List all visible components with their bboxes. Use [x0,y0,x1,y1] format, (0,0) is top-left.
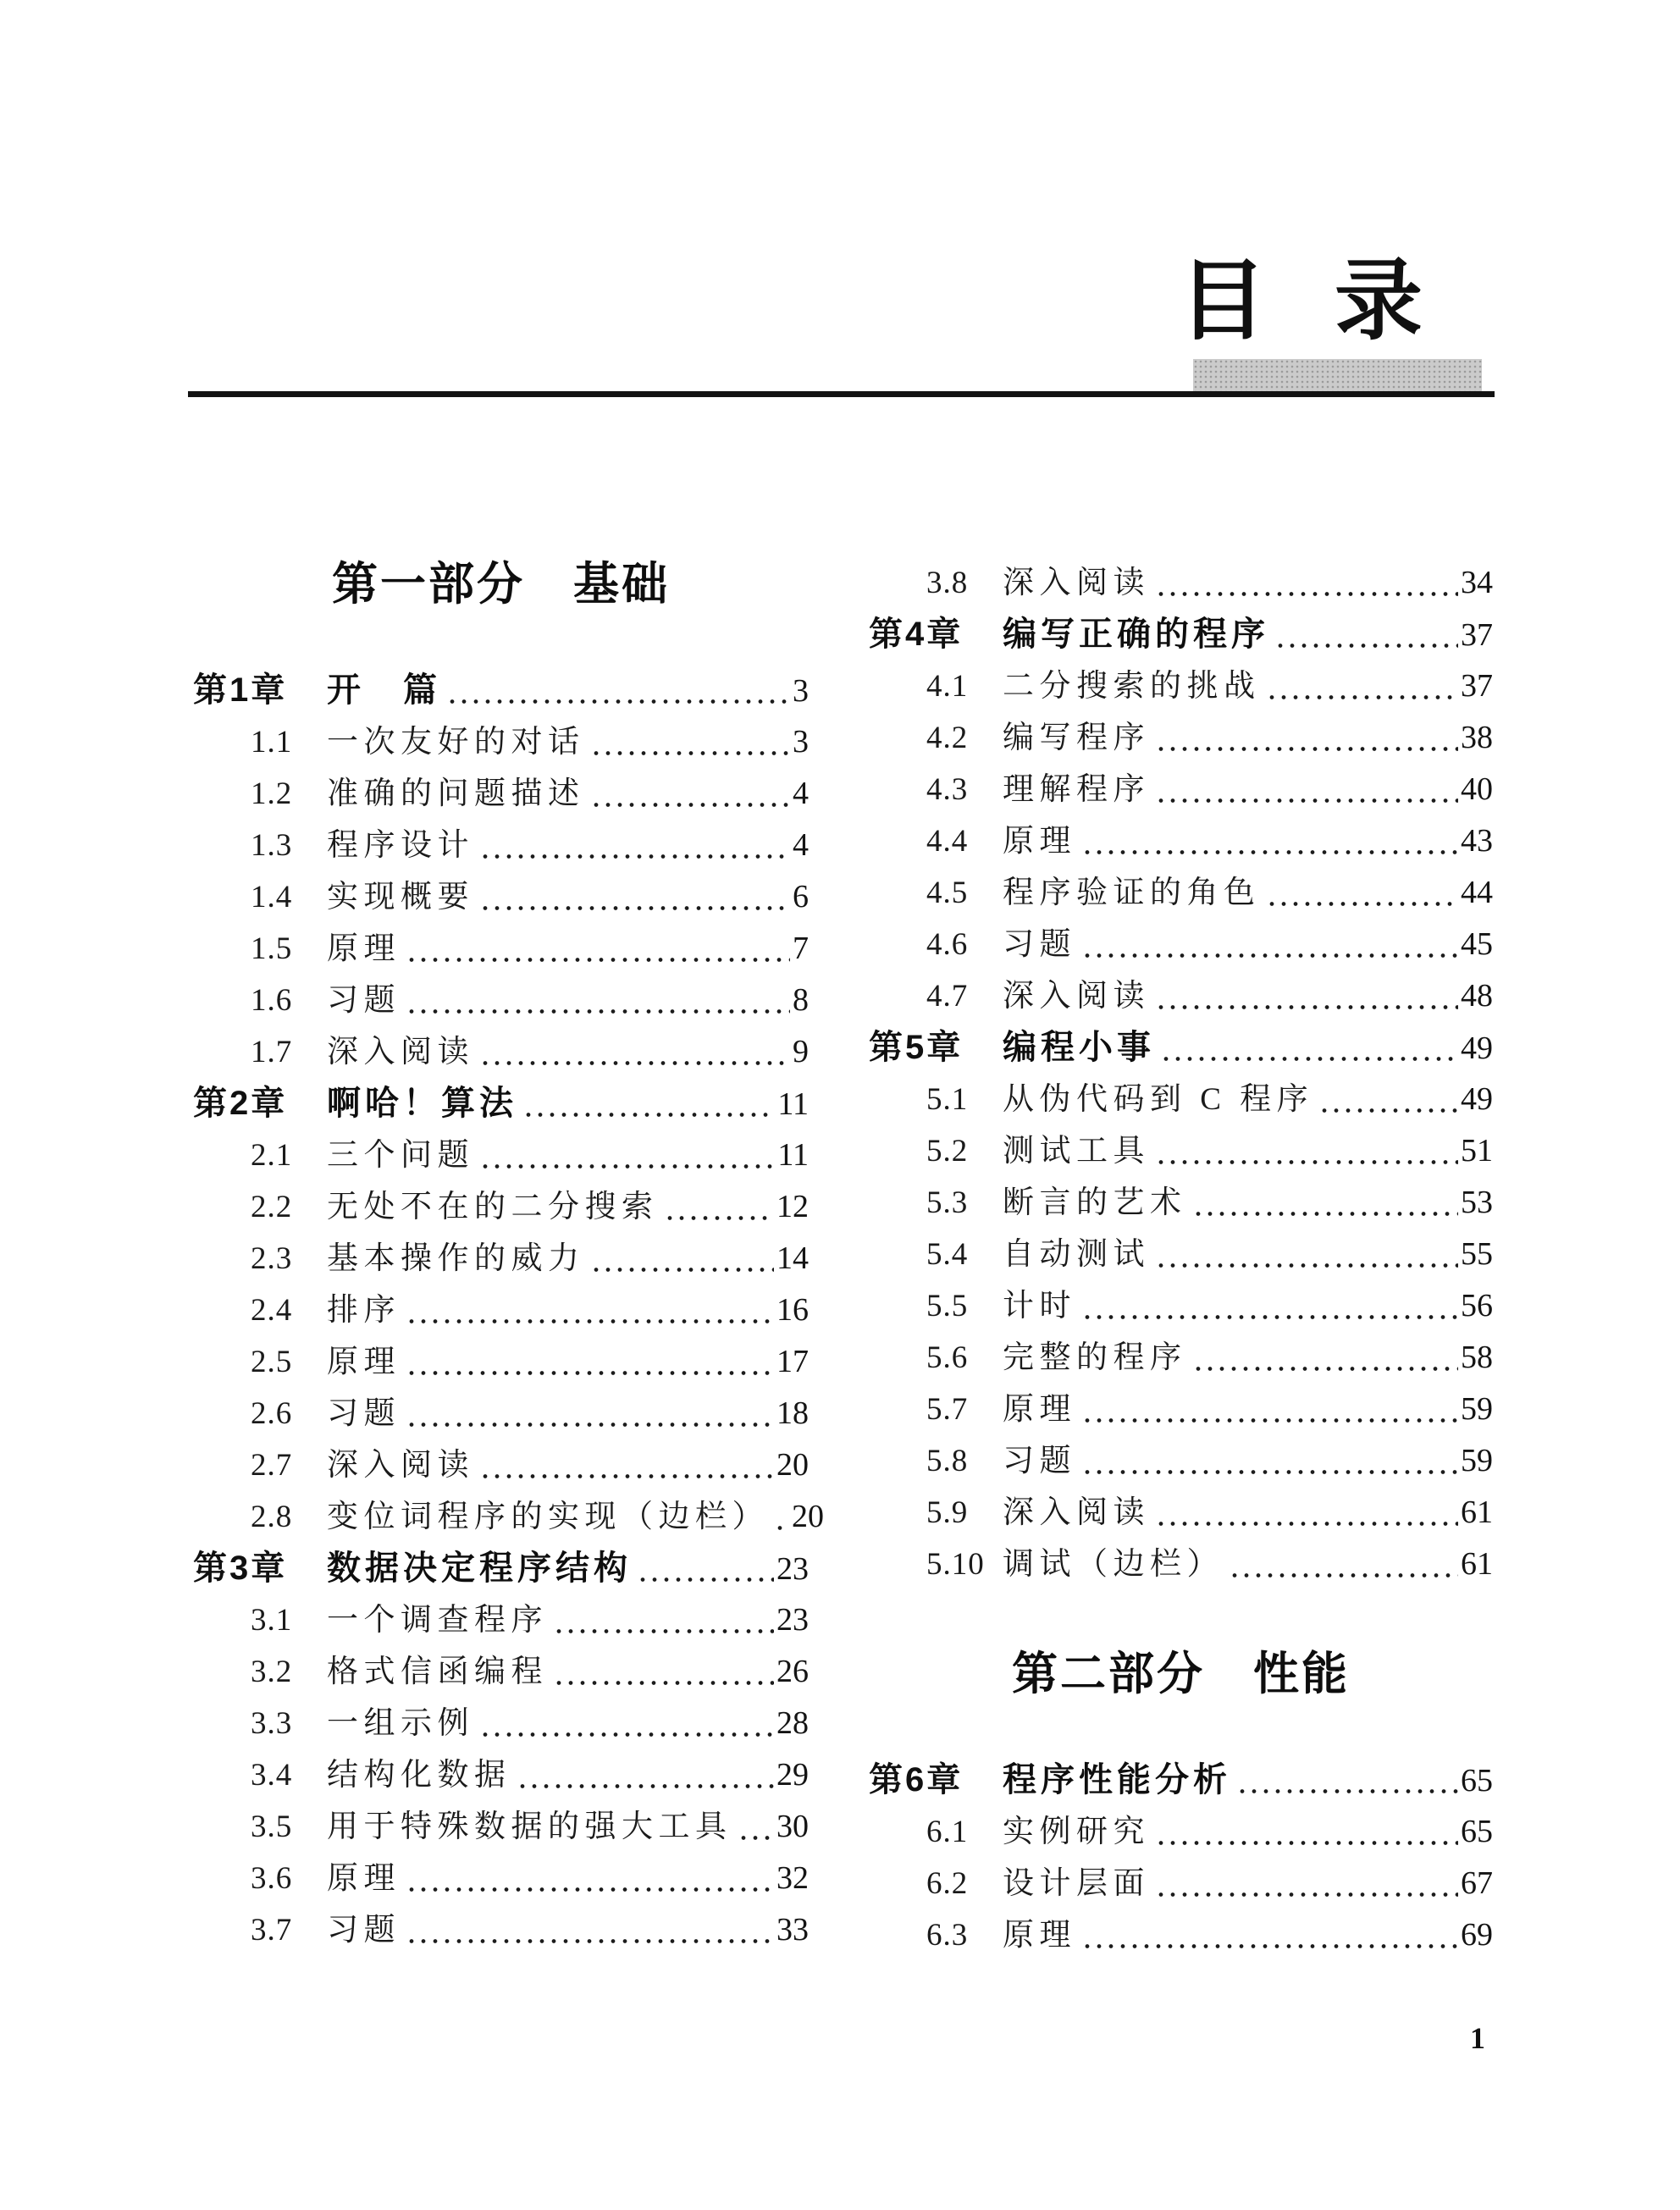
leader-dots [479,903,790,913]
leader-dots [1236,1787,1458,1796]
entry-title: 计时 [1003,1289,1076,1323]
entry-number: 5.6 [926,1340,969,1375]
entry-title: 实例研究 [1003,1815,1150,1849]
leader-dots [1318,1106,1458,1115]
toc-section-entry [869,1179,1493,1226]
entry-title: 变位词程序的实现（边栏） [327,1500,769,1534]
entry-number: 4.3 [926,772,969,807]
leader-dots [664,1213,775,1223]
toc-chapter-entry [193,666,809,714]
toc-section-entry [869,1230,1493,1278]
entry-number: 2.6 [251,1396,293,1431]
leader-dots [406,1885,774,1894]
toc-section-entry [869,1489,1493,1536]
toc-section-entry [193,1338,809,1385]
entry-title: 无处不在的二分搜索 [327,1190,659,1224]
entry-page-number: 69 [1461,1917,1493,1953]
leader-dots [479,1058,790,1068]
entry-title: 深入阅读 [1003,1495,1150,1530]
leader-dots [1155,1890,1458,1899]
entry-number: 3.3 [251,1706,293,1741]
toc-section-entry [193,1803,809,1850]
entry-title: 程序性能分析 [1003,1761,1231,1798]
entry-number: 4.6 [926,927,969,962]
leader-dots [1081,951,1458,960]
leader-dots [774,1523,789,1533]
page-title-char-2: 录 [1334,253,1423,351]
entry-title: 程序设计 [327,828,474,863]
toc-section-entry [193,925,809,972]
entry-number: 2.7 [251,1448,293,1483]
entry-page-number: 67 [1461,1865,1493,1901]
entry-number: 第3章 [193,1550,288,1587]
toc-section-entry [869,1334,1493,1381]
entry-title: 二分搜索的挑战 [1003,669,1261,704]
part-heading: 第一部分 基础 [332,559,670,610]
entry-title: 理解程序 [1003,772,1150,807]
toc-section-entry [193,976,809,1024]
toc-chapter-entry [193,1080,809,1127]
toc-section-entry [869,1385,1493,1433]
entry-page-number: 12 [776,1189,809,1224]
toc-section-entry [869,1127,1493,1174]
entry-page-number: 37 [1461,668,1493,704]
entry-number: 6.2 [926,1866,969,1901]
entry-page-number: 43 [1461,823,1493,859]
entry-title: 完整的程序 [1003,1340,1187,1375]
toc-section-entry [193,1390,809,1437]
entry-page-number: 45 [1461,926,1493,962]
entry-title: 开 篇 [327,671,441,709]
page-title-char-1: 目 [1179,253,1268,351]
entry-page-number: 61 [1461,1546,1493,1582]
entry-number: 6.3 [926,1918,969,1953]
entry-number: 第1章 [193,671,288,709]
entry-number: 5.9 [926,1495,969,1530]
toc-section-entry [869,1282,1493,1329]
entry-title: 原理 [1003,824,1076,859]
entry-title: 深入阅读 [327,1035,474,1069]
leader-dots [1155,1519,1458,1528]
entry-title: 测试工具 [1003,1134,1150,1169]
entry-page-number: 65 [1461,1763,1493,1798]
toc-section-entry [193,821,809,869]
leader-dots [1155,744,1458,754]
entry-page-number: 6 [793,879,809,914]
entry-title: 实现概要 [327,880,474,914]
leader-dots [553,1678,774,1688]
entry-number: 2.3 [251,1241,293,1276]
entry-page-number: 44 [1461,875,1493,910]
entry-page-number: 59 [1461,1391,1493,1427]
entry-number: 3.8 [926,566,969,600]
toc-section-entry [869,1859,1493,1907]
leader-dots [1155,1157,1458,1167]
entry-page-number: 61 [1461,1495,1493,1530]
entry-page-number: 29 [776,1757,809,1793]
leader-dots [1192,1364,1459,1373]
entry-title: 排序 [327,1293,401,1328]
entry-number: 4.5 [926,876,969,910]
folio-page-number: 1 [1470,2021,1485,2055]
leader-dots [406,1420,774,1429]
leader-dots [1229,1571,1458,1580]
entry-number: 3.2 [251,1655,293,1689]
entry-page-number: 58 [1461,1340,1493,1375]
toc-section-entry [193,1183,809,1230]
toc-chapter-entry [869,1756,1493,1804]
entry-number: 1.1 [251,725,293,760]
entry-page-number: 33 [776,1912,809,1948]
entry-title: 结构化数据 [327,1758,511,1793]
toc-section-entry [869,817,1493,865]
leader-dots [1274,641,1458,650]
entry-title: 一次友好的对话 [327,725,585,760]
toc-chapter-entry [869,611,1493,658]
leader-dots [479,1162,775,1171]
entry-number: 第5章 [869,1029,964,1066]
toc-section-entry [869,1911,1493,1959]
entry-number: 2.2 [251,1190,293,1224]
entry-page-number: 23 [776,1551,809,1587]
entry-number: 2.5 [251,1345,293,1379]
toc-section-entry [869,1437,1493,1484]
leader-dots [517,1782,775,1791]
part-heading: 第二部分 性能 [1012,1649,1350,1699]
entry-number: 4.2 [926,721,969,755]
leader-dots [1081,1942,1458,1951]
entry-page-number: 55 [1461,1236,1493,1272]
entry-title: 原理 [1003,1918,1076,1953]
entry-title: 深入阅读 [1003,979,1150,1014]
entry-number: 1.7 [251,1035,293,1069]
leader-dots [479,1730,774,1739]
entry-number: 5.8 [926,1444,969,1478]
entry-page-number: 18 [776,1395,809,1431]
entry-number: 5.7 [926,1392,969,1427]
entry-page-number: 28 [776,1705,809,1741]
entry-title: 啊哈！算法 [327,1085,517,1122]
toc-section-entry [869,765,1493,813]
leader-dots [1155,796,1458,805]
leader-dots [1081,1312,1458,1322]
entry-page-number: 4 [793,827,809,863]
entry-page-number: 16 [776,1292,809,1328]
entry-title: 基本操作的威力 [327,1241,585,1276]
entry-number: 4.4 [926,824,969,859]
entry-page-number: 3 [793,673,809,709]
toc-section-entry [193,1028,809,1075]
entry-page-number: 11 [777,1137,809,1173]
leader-dots [590,1265,775,1274]
entry-page-number: 9 [793,1034,809,1069]
leader-dots [1081,1467,1458,1477]
entry-title: 编程小事 [1003,1029,1155,1066]
leader-dots [1155,1261,1458,1270]
entry-title: 准确的问题描述 [327,776,585,811]
leader-dots [522,1110,775,1119]
leader-dots [406,955,790,964]
entry-page-number: 17 [776,1344,809,1379]
entry-page-number: 48 [1461,978,1493,1014]
entry-page-number: 7 [793,931,809,966]
toc-section-entry [193,718,809,765]
leader-dots [406,1007,790,1016]
entry-title: 格式信函编程 [327,1655,548,1689]
entry-page-number: 37 [1461,617,1493,653]
leader-dots [590,749,791,758]
toc-section-entry [193,1131,809,1179]
entry-page-number: 3 [793,724,809,760]
entry-title: 原理 [327,931,401,966]
entry-title: 原理 [1003,1392,1076,1427]
entry-page-number: 40 [1461,771,1493,807]
entry-number: 2.4 [251,1293,293,1328]
entry-number: 5.3 [926,1185,969,1220]
entry-title: 深入阅读 [1003,566,1150,600]
entry-number: 1.2 [251,776,293,811]
entry-number: 1.5 [251,931,293,966]
entry-number: 3.7 [251,1913,293,1948]
entry-title: 编写正确的程序 [1003,616,1269,653]
entry-page-number: 4 [793,776,809,811]
entry-page-number: 20 [792,1499,824,1534]
leader-dots [738,1833,775,1843]
entry-title: 用于特殊数据的强大工具 [327,1809,732,1844]
toc-section-entry [869,559,1493,606]
entry-page-number: 51 [1461,1133,1493,1169]
entry-number: 5.2 [926,1134,969,1169]
toc-section-entry [869,1540,1493,1588]
entry-number: 2.8 [251,1500,293,1534]
entry-page-number: 20 [776,1447,809,1483]
toc-section-entry [193,1441,809,1489]
toc-section-entry [193,770,809,817]
leader-dots [1155,589,1458,599]
toc-section-entry [193,1699,809,1747]
leader-dots [479,852,790,861]
header-rule [188,391,1495,397]
entry-page-number: 34 [1461,565,1493,600]
toc-section-entry [193,1854,809,1902]
toc-section-entry [869,869,1493,916]
entry-number: 第2章 [193,1085,288,1122]
entry-number: 第4章 [869,616,964,653]
entry-title: 习题 [1003,1444,1076,1478]
toc-section-entry [869,1808,1493,1855]
page-title [1179,253,1423,351]
entry-number: 2.1 [251,1138,293,1173]
entry-title: 一个调查程序 [327,1603,548,1638]
entry-title: 深入阅读 [327,1448,474,1483]
entry-number: 3.5 [251,1809,293,1844]
entry-page-number: 32 [776,1860,809,1896]
entry-page-number: 30 [776,1809,809,1844]
entry-number: 3.1 [251,1603,293,1638]
entry-page-number: 38 [1461,720,1493,755]
entry-title: 调试（边栏） [1003,1547,1224,1582]
leader-dots [406,1317,774,1326]
toc-section-entry [193,873,809,920]
leader-dots [637,1575,774,1584]
entry-number: 1.4 [251,880,293,914]
entry-page-number: 59 [1461,1443,1493,1478]
leader-dots [1155,1838,1458,1848]
entry-title: 原理 [327,1345,401,1379]
entry-title: 自动测试 [1003,1237,1150,1272]
entry-title: 断言的艺术 [1003,1185,1187,1220]
entry-number: 4.7 [926,979,969,1014]
entry-title: 一组示例 [327,1706,474,1741]
entry-title: 设计层面 [1003,1866,1150,1901]
entry-page-number: 56 [1461,1288,1493,1323]
entry-title: 从伪代码到 C 程序 [1003,1082,1314,1117]
entry-title: 习题 [327,983,401,1018]
toc-section-entry [193,1906,809,1953]
entry-page-number: 8 [793,982,809,1018]
leader-dots [1160,1054,1458,1064]
entry-number: 1.3 [251,828,293,863]
toc-section-entry [193,1286,809,1334]
leader-dots [406,1937,774,1946]
entry-number: 4.1 [926,669,969,704]
toc-section-entry [193,1493,824,1540]
entry-page-number: 53 [1461,1185,1493,1220]
toc-chapter-entry [869,1024,1493,1071]
entry-number: 5.4 [926,1237,969,1272]
entry-title: 三个问题 [327,1138,474,1173]
entry-title: 程序验证的角色 [1003,876,1261,910]
leader-dots [1266,899,1459,909]
entry-title: 数据决定程序结构 [327,1550,632,1587]
entry-page-number: 65 [1461,1814,1493,1849]
toc-section-entry [193,1648,809,1695]
entry-title: 编写程序 [1003,721,1150,755]
toc-section-entry [869,972,1493,1019]
leader-dots [553,1627,774,1636]
toc-section-entry [869,714,1493,761]
entry-number: 5.10 [926,1547,985,1582]
toc-section-entry [869,1075,1493,1123]
entry-title: 习题 [327,1396,401,1431]
toc-section-entry [193,1235,809,1282]
entry-number: 5.5 [926,1289,969,1323]
leader-dots [446,697,790,706]
entry-page-number: 49 [1461,1030,1493,1066]
leader-dots [479,1472,774,1481]
entry-page-number: 11 [777,1086,809,1122]
leader-dots [406,1368,774,1378]
entry-page-number: 49 [1461,1081,1493,1117]
entry-title: 原理 [327,1861,401,1896]
entry-page-number: 14 [776,1240,809,1276]
leader-dots [590,800,791,809]
leader-dots [1081,848,1458,857]
toc-section-entry [869,662,1493,710]
entry-number: 3.6 [251,1861,293,1896]
toc-section-entry [193,1596,809,1644]
entry-title: 习题 [327,1913,401,1948]
entry-number: 1.6 [251,983,293,1018]
toc-chapter-entry [193,1544,809,1592]
leader-dots [1155,1003,1458,1012]
entry-page-number: 23 [776,1602,809,1638]
toc-section-entry [193,1751,809,1798]
entry-number: 5.1 [926,1082,969,1117]
entry-page-number: 26 [776,1654,809,1689]
leader-dots [1081,1416,1458,1425]
leader-dots [1192,1209,1459,1218]
leader-dots [1266,693,1459,702]
entry-title: 习题 [1003,927,1076,962]
entry-number: 6.1 [926,1815,969,1849]
entry-number: 第6章 [869,1761,964,1798]
toc-section-entry [869,920,1493,968]
entry-number: 3.4 [251,1758,293,1793]
